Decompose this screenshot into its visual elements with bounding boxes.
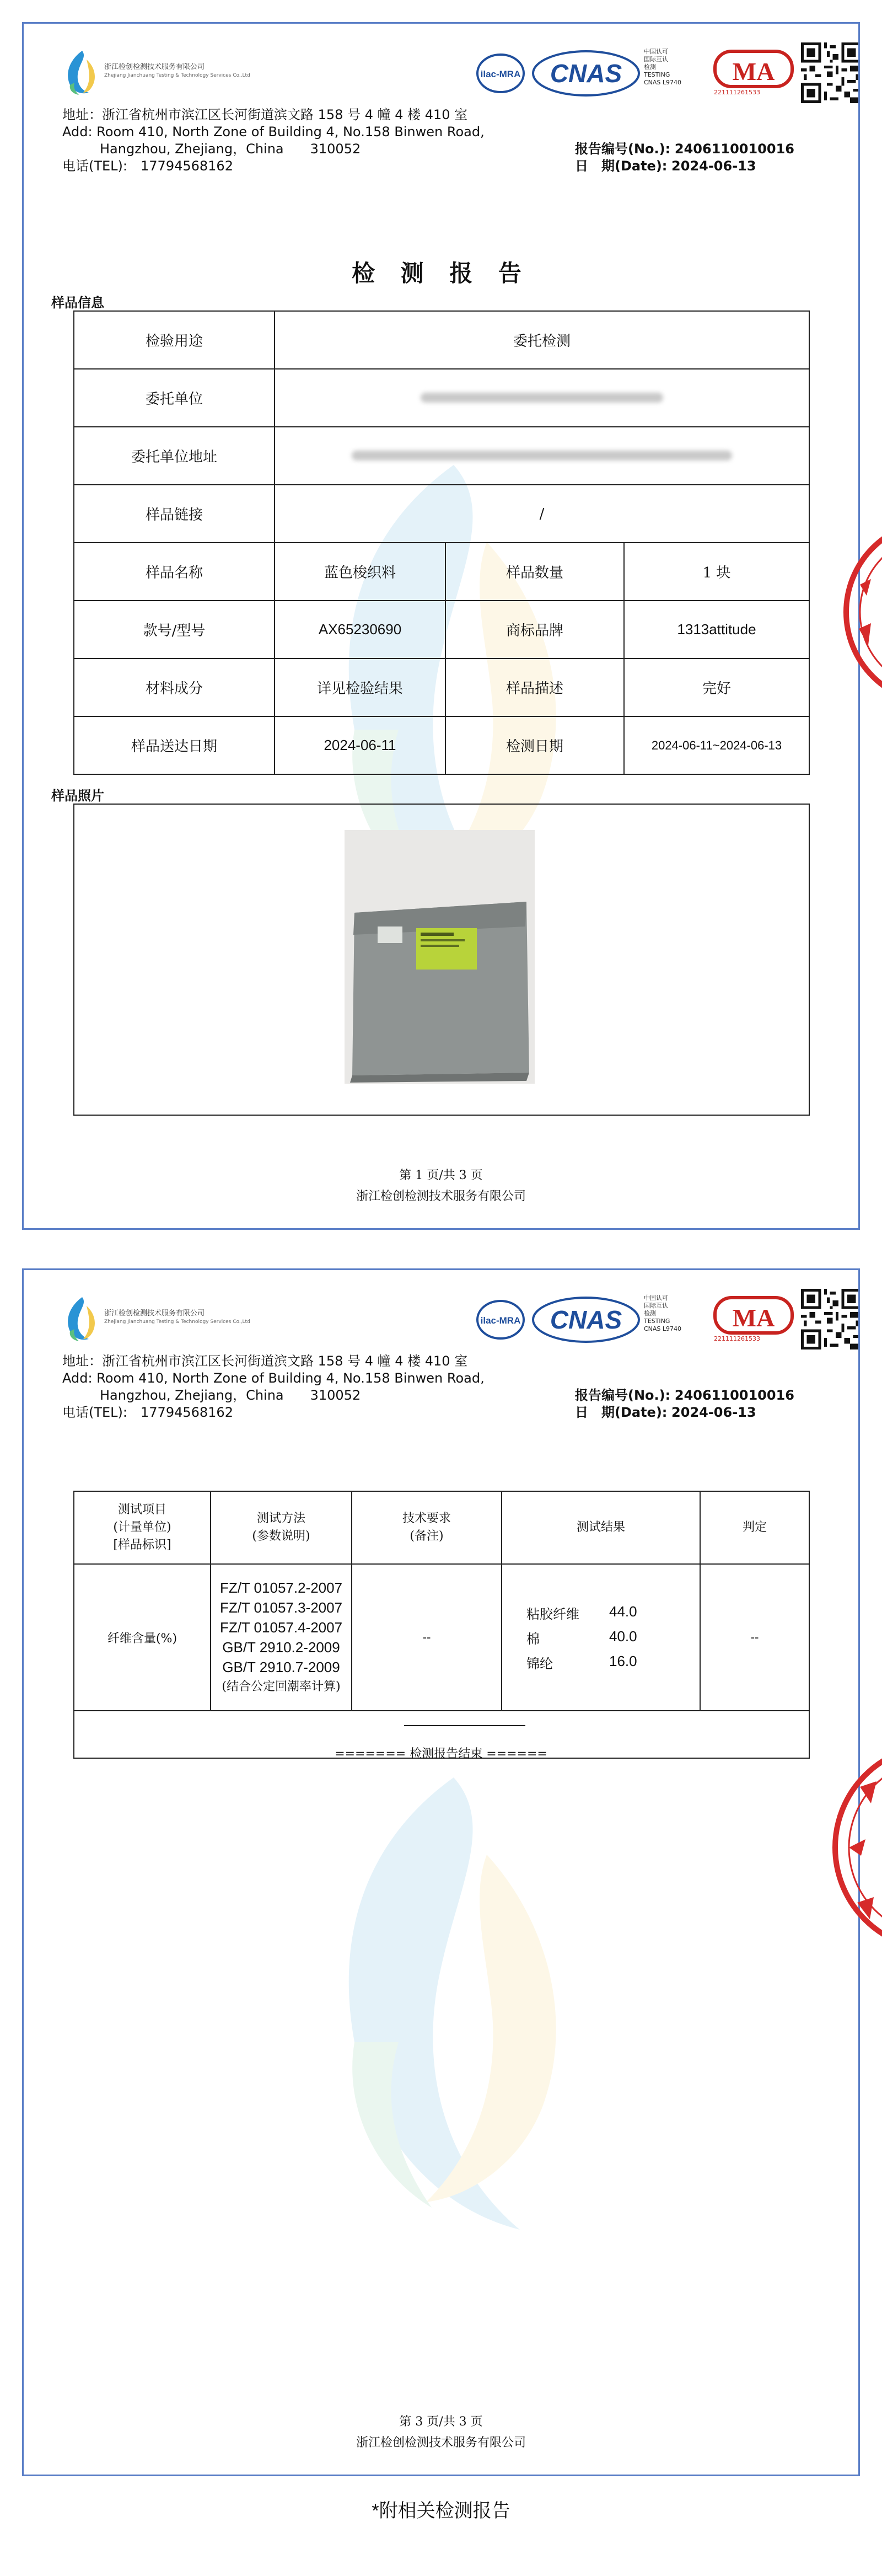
ma-number: 221111261533 (714, 1335, 760, 1342)
footer-company: 浙江检创检测技术服务有限公司 (356, 1190, 526, 1203)
company-name-cn: 浙江检创检测技术服务有限公司 (104, 63, 205, 71)
table-row (74, 658, 809, 716)
table-row (74, 485, 809, 543)
method-note: (结合公定回潮率计算) (222, 1680, 341, 1694)
address-cn: 地址：浙江省杭州市滨江区长河街道滨文路 158 号 4 幢 4 楼 410 室 (62, 107, 468, 122)
value-cell: / (275, 485, 809, 543)
method-standard: GB/T 2910.7-2009 (222, 1659, 340, 1675)
header-line: (备注) (410, 1529, 444, 1543)
method-standard: FZ/T 01057.4-2007 (219, 1619, 343, 1636)
fiber-name: 棉 (526, 1631, 540, 1647)
report-date-label: 日 期(Date): (575, 1405, 668, 1420)
address-cn: 地址：浙江省杭州市滨江区长河街道滨文路 158 号 4 幢 4 楼 410 室 (62, 1353, 468, 1369)
value-cell: AX65230690 (275, 601, 445, 658)
phone: 电话(TEL): 17794568162 (62, 158, 233, 174)
sample-fabric-photo (345, 830, 535, 1084)
value-cell: 完好 (624, 658, 809, 716)
divider (404, 1725, 525, 1726)
address-block (62, 1353, 485, 1421)
company-logo-icon (62, 49, 99, 95)
header-requirement (352, 1491, 502, 1564)
qr-code-icon (801, 42, 860, 103)
label-cell: 委托单位地址 (74, 427, 275, 485)
redacted-value-cell (275, 427, 809, 485)
cnas-line-1: 中国认可 (644, 1294, 668, 1302)
section-sample-photo: 样品照片 (51, 788, 104, 804)
result-cell (502, 1564, 700, 1711)
fiber-name: 锦纶 (526, 1656, 553, 1672)
report-meta (575, 1387, 794, 1421)
address-block (62, 106, 485, 175)
cnas-line-5: CNAS L9740 (644, 79, 682, 86)
report-page-1 (22, 22, 860, 1230)
label-cell: 样品链接 (74, 485, 275, 543)
table-row (74, 543, 809, 601)
cnas-line-5: CNAS L9740 (644, 1325, 682, 1332)
method-standard: FZ/T 01057.3-2007 (219, 1599, 343, 1616)
ilac-logo-text: ilac-MRA (480, 69, 521, 79)
value-cell: 详见检验结果 (275, 658, 445, 716)
cnas-accreditation-text (644, 48, 681, 87)
cnas-line-3: 检测 (644, 1310, 656, 1317)
cnas-line-2: 国际互认 (644, 56, 668, 63)
header-line: 技术要求 (402, 1512, 451, 1525)
phone: 电话(TEL): 17794568162 (62, 1405, 233, 1420)
label-cell: 材料成分 (74, 658, 275, 716)
cnas-line-3: 检测 (644, 63, 656, 71)
value-cell: 1 块 (624, 543, 809, 601)
label-cell: 样品描述 (445, 658, 624, 716)
header-line: 测试项目 (117, 1503, 166, 1517)
ilac-mra-logo-icon (476, 46, 525, 101)
ilac-logo-text: ilac-MRA (480, 1315, 521, 1326)
footer-company: 浙江检创检测技术服务有限公司 (356, 2436, 526, 2450)
report-no-label: 报告编号(No.): (575, 1388, 671, 1403)
ma-logo-text: MA (732, 57, 775, 85)
header-judgement: 判定 (700, 1491, 809, 1564)
header-line: (计量单位) (113, 1520, 171, 1534)
label-cell: 委托单位 (74, 369, 275, 427)
label-cell: 样品送达日期 (74, 716, 275, 774)
redacted-bar (352, 451, 732, 460)
cnas-line-4: TESTING (644, 71, 670, 78)
header-line: 测试方法 (256, 1512, 305, 1525)
header-line: (参数说明) (252, 1529, 310, 1543)
report-page-3 (22, 1268, 860, 2476)
cnas-line-2: 国际互认 (644, 1302, 668, 1309)
attachment-note: *附相关检测报告 (372, 2500, 510, 2521)
value-cell: 2024-06-11 (275, 716, 445, 774)
method-cell (211, 1564, 352, 1711)
report-date: 2024-06-13 (671, 158, 756, 174)
ma-number: 221111261533 (714, 89, 760, 96)
page-footer (24, 1165, 858, 1207)
cnas-line-1: 中国认可 (644, 48, 668, 55)
company-logo-icon (62, 1295, 99, 1341)
redacted-value-cell (275, 369, 809, 427)
header-result: 测试结果 (502, 1491, 700, 1564)
fiber-list (526, 1603, 675, 1672)
company-logo (62, 1295, 349, 1345)
ilac-mra-logo-icon (476, 1292, 525, 1347)
redacted-bar (421, 393, 663, 403)
table-row (74, 427, 809, 485)
official-seal-icon (827, 518, 882, 706)
requirement-cell: -- (352, 1564, 502, 1711)
fiber-value: 44.0 (609, 1603, 637, 1620)
address-en-2: Hangzhou, Zhejiang，China 310052 (100, 1388, 361, 1403)
test-result-table (73, 1491, 810, 1759)
label-cell: 样品名称 (74, 543, 275, 601)
value-cell: 蓝色梭织料 (275, 543, 445, 601)
sample-info-table (73, 310, 810, 775)
page-footer (24, 2412, 858, 2454)
section-sample-info: 样品信息 (51, 294, 104, 310)
fiber-value: 16.0 (609, 1652, 637, 1669)
page-number: 第 1 页/共 3 页 (399, 1169, 483, 1182)
report-meta (575, 141, 794, 175)
company-name-en: Zhejiang Jianchuang Testing & Technology Services Co.,Ltd (104, 73, 250, 78)
page-number: 第 3 页/共 3 页 (399, 2415, 483, 2429)
table-header-row (74, 1491, 809, 1564)
address-en-1: Add: Room 410, North Zone of Building 4, No.158 Binwen Road, (62, 124, 485, 140)
company-name-cn: 浙江检创检测技术服务有限公司 (104, 1309, 205, 1318)
table-row (74, 369, 809, 427)
sample-photo-frame (73, 804, 810, 1116)
fiber-value: 40.0 (609, 1627, 637, 1645)
label-cell: 检测日期 (445, 716, 624, 774)
watermark-logo-icon (288, 1755, 597, 2252)
report-date-label: 日 期(Date): (575, 158, 668, 174)
cnas-logo-text: CNAS (550, 1305, 622, 1334)
report-no: 2406110010016 (674, 1388, 794, 1403)
cnas-line-4: TESTING (644, 1318, 670, 1325)
qr-code-icon (801, 1289, 860, 1349)
cnas-logo-icon (531, 1292, 641, 1347)
cnas-logo-icon (531, 46, 641, 101)
report-no-label: 报告编号(No.): (575, 141, 671, 157)
label-cell: 检验用途 (74, 311, 275, 369)
label-cell: 款号/型号 (74, 601, 275, 658)
value-cell: 委托检测 (275, 311, 809, 369)
cnas-accreditation-text (644, 1294, 681, 1333)
table-row (74, 311, 809, 369)
header-line: [样品标识] (113, 1538, 171, 1552)
value-cell: 1313attitude (624, 601, 809, 658)
method-standard: FZ/T 01057.2-2007 (219, 1579, 343, 1596)
company-logo (62, 49, 349, 98)
label-cell: 样品数量 (445, 543, 624, 601)
address-en-2: Hangzhou, Zhejiang，China 310052 (100, 141, 361, 157)
table-row (74, 601, 809, 658)
page-title: 检 测 报 告 (352, 260, 530, 287)
ma-logo-text: MA (732, 1304, 775, 1332)
header-test-method (211, 1491, 352, 1564)
header-test-item (74, 1491, 211, 1564)
table-row (74, 1564, 809, 1711)
table-row (74, 716, 809, 774)
method-standard: GB/T 2910.2-2009 (222, 1639, 340, 1656)
value-cell: 2024-06-11~2024-06-13 (624, 716, 809, 774)
address-en-1: Add: Room 410, North Zone of Building 4, No.158 Binwen Road, (62, 1370, 485, 1386)
report-end-marker: ======= 检测报告结束 ====== (335, 1747, 547, 1761)
company-name-en: Zhejiang Jianchuang Testing & Technology Services Co.,Ltd (104, 1319, 250, 1325)
judgement-cell: -- (700, 1564, 809, 1711)
label-cell: 商标品牌 (445, 601, 624, 658)
report-no: 2406110010016 (674, 141, 794, 157)
item-cell: 纤维含量(%) (74, 1564, 211, 1711)
fiber-name: 粘胶纤维 (526, 1606, 579, 1622)
official-seal-icon (827, 1743, 882, 1952)
cnas-logo-text: CNAS (550, 59, 622, 88)
report-date: 2024-06-13 (671, 1405, 756, 1420)
